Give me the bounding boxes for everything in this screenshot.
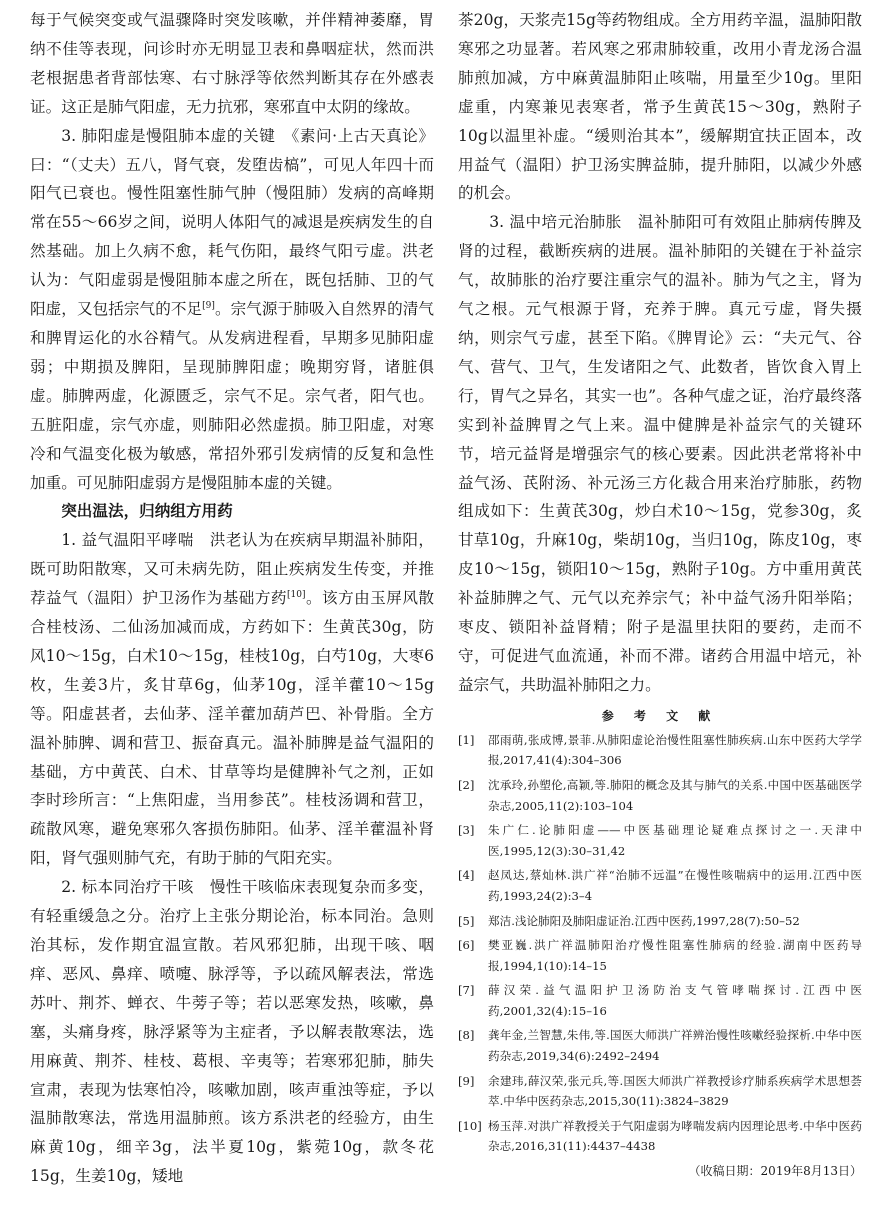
references-title: 参 考 文 献 xyxy=(601,708,719,723)
intro-paragraph: 每于气候突变或气温骤降时突发咳嗽，并伴精神萎靡，胃纳不佳等表现，问诊时亦无明显卫表和鼻咽症状，然而洪老根据患者背部怯寒、右寸脉浮等依然判断其存在外感表证。这正是肺气阳虚，无力抗邪，寒邪直中太阴的缘故。 xyxy=(30,11,434,116)
right-column xyxy=(458,6,862,1181)
reference-text: 龚年金,兰智慧,朱伟,等.国医大师洪广祥辨治慢性咳嗽经验探析.中华中医药杂志,2019,34(6):2492–2494 xyxy=(488,1028,862,1064)
paragraph-lead: 3. 肺阳虚是慢阻肺本虚的关键 xyxy=(61,126,276,145)
paragraph-text: 。该方由玉屏风散合桂枝汤、二仙汤加减而成，方药如下：生黄芪30g，防风10～15g，白术10～15g，桂枝10g，白芍10g，大枣6枚，生姜3片，炙甘草6g，仙茅10g，淫羊藿10～15g等。阳虚甚者，去仙茅、淫羊藿加葫芦巴、补骨脂。全方温补肺脾、调和营卫、振奋真元。温补肺脾是益气温阳的基础，方中黄芪、白术、甘草等均是健脾补气之剂，正如李时珍所言：“上焦阳虚，当用参芪”。桂枝汤调和营卫，疏散风寒，避免寒邪久客损伤肺阳。仙茅、淫羊藿温补肾阳，肾气强则肺气充，有助于肺的气阳充实。 xyxy=(30,589,434,868)
reference-item xyxy=(458,911,862,932)
reference-item xyxy=(458,980,862,1021)
left-column xyxy=(30,6,434,1191)
reference-number: [2] xyxy=(458,777,475,792)
reference-item xyxy=(458,1071,862,1112)
paragraph-lead: 2. 标本同治疗干咳 xyxy=(61,878,194,897)
continued-paragraph: 茶20g，天浆壳15g等药物组成。全方用药辛温，温肺阳散寒邪之功显著。若风寒之邪肃肺较重，改用小青龙汤合温肺煎加减，方中麻黄温肺阳止咳喘，用量至少10g。里阳虚重，内寒兼见表寒者，常予生黄芪15～30g，熟附子10g以温里补虚。“缓则治其本”，缓解期宜扶正固本，改用益气（温阳）护卫汤实脾益肺，提升肺阳，以减少外感的机会。 xyxy=(458,11,862,203)
reference-item xyxy=(458,775,862,816)
citation: [10] xyxy=(287,589,306,600)
reference-item xyxy=(458,820,862,861)
paragraph-text: 温补肺阳可有效阻止肺病传脾及肾的过程，截断疾病的进展。温补肺阳的关键在于补益宗气，故肺胀的治疗要注重宗气的温补。肺为气之主，肾为气之根。元气根源于肾，充养于脾。真元亏虚，肾失摄纳，则宗气亏虚，甚至下陷。《脾胃论》云：“夫元气、谷气、营气、卫气，生发诸阳之气、此数者，皆饮食入胃上行，胃气之异名，其实一也”。各种气虚之证，治疗最终落实到补益脾胃之气上来。温中健脾是补益宗气的关键环节，培元益肾是增强宗气的核心要素。因此洪老常将补中益气汤、芪附汤、补元汤三方化裁合用来治疗肺胀，药物组成如下：生黄芪30g，炒白术10～15g，党参30g，炙甘草10g，升麻10g，柴胡10g，当归10g，陈皮10g，枣皮10～15g，锁阳10～15g，熟附子10g。方中重用黄芪补益肺脾之气、元气以充养宗气；补中益气汤升阳举陷；枣皮、锁阳补益肾精；附子是温里扶阳的要药，走而不守，可促进气血流通，补而不滞。诸药合用温中培元，补益宗气，共助温补肺阳之力。 xyxy=(458,213,862,694)
reference-item xyxy=(458,865,862,906)
article-page xyxy=(30,6,862,1216)
paragraph-text: 。宗气源于肺吸入自然界的清气和脾胃运化的水谷精气。从发病进程看，早期多见肺阳虚弱；中期损及脾阳，呈现肺脾阳虚；晚期穷肾，诸脏俱虚。肺脾两虚，化源匮乏，宗气不足。宗气者，阳气也。五脏阳虚，宗气亦虚，则肺阳必然虚损。肺卫阳虚，对寒冷和气温变化极为敏感，常招外邪引发病情的反复和急性加重。可见肺阳虚弱方是慢阻肺本虚的关键。 xyxy=(30,300,434,492)
reference-number: [9] xyxy=(458,1073,475,1088)
reference-item xyxy=(458,1025,862,1066)
reference-number: [1] xyxy=(458,732,475,747)
reference-text: 赵凤达,蔡灿林.洪广祥“治肺不远温”在慢性咳喘病中的运用.江西中医药,1993,24(2):3–4 xyxy=(488,868,862,903)
paragraph-lead: 1. 益气温阳平哮喘 xyxy=(61,531,194,550)
paragraph-lead: 3. 温中培元治肺胀 xyxy=(489,213,622,232)
paragraph-lung-distension xyxy=(458,208,862,699)
reference-number: [5] xyxy=(458,913,475,928)
reference-text: 郑洁.浅论肺阳及肺阳虚证治.江西中医药,1997,28(7):50–52 xyxy=(488,913,800,928)
citation: [9] xyxy=(202,300,215,311)
reference-list xyxy=(458,730,862,1157)
paragraph-lung-yang-deficiency xyxy=(30,122,434,498)
reference-number: [7] xyxy=(458,983,475,998)
paragraph-text: 洪老认为在疾病早期温补肺阳，既可助阳散寒，又可未病先防，阻止疾病发生传变，并推荐益气（温阳）护卫汤作为基础方药 xyxy=(30,531,434,608)
reference-text: 杨玉萍.对洪广祥教授关于气阳虚弱为哮喘发病内因理论思考.中华中医药杂志,2016,31(11):4437–4438 xyxy=(488,1118,862,1154)
reference-text: 薛汉荣.益气温阳护卫汤防治支气管哮喘探讨.江西中医药,2001,32(4):15–16 xyxy=(488,983,862,1018)
reference-text: 朱广仁.论肺阳虚——中医基础理论疑难点探讨之一.天津中医,1995,12(3):30–31,42 xyxy=(488,823,862,858)
reference-item xyxy=(458,1116,862,1157)
section-heading: 突出温法，归纳组方用药 xyxy=(61,502,233,521)
reference-text: 邵雨萌,张成博,景菲.从肺阳虚论治慢性阻塞性肺疾病.山东中医药大学学报,2017,41(4):304–306 xyxy=(488,732,862,768)
paragraph-text: 《素问·上古天真论》曰：“（丈夫）五八，肾气衰，发堕齿槁”，可见人年四十而阳气已衰也。慢性阻塞性肺气肿（慢阻肺）发病的高峰期常在55～66岁之间，说明人体阳气的减退是疾病发生的自然基础。加上久病不愈，耗气伤阳，最终气阳亏虚。洪老认为：气阳虚弱是慢阻肺本虚之所在，既包括肺、卫的气阳虚，又包括宗气的不足 xyxy=(30,126,434,319)
reference-text: 余建玮,薛汉荣,张元兵,等.国医大师洪广祥教授诊疗肺系疾病学术思想荟萃.中华中医药杂志,2015,30(11):3824–3829 xyxy=(488,1073,862,1109)
reference-number: [10] xyxy=(458,1118,482,1133)
reference-text: 沈承玲,孙塑伦,高颖,等.肺阳的概念及其与肺气的关系.中国中医基础医学杂志,2005,11(2):103–104 xyxy=(488,777,862,813)
reference-item xyxy=(458,730,862,771)
reference-text: 樊亚巍.洪广祥温肺阳治疗慢性阻塞性肺病的经验.湖南中医药导报,1994,1(10):14–15 xyxy=(488,938,862,973)
received-date: （收稿日期：2019年8月13日） xyxy=(688,1164,862,1179)
paragraph-yiqi-wenyang xyxy=(30,526,434,873)
reference-number: [3] xyxy=(458,823,475,838)
paragraph-dry-cough xyxy=(30,873,434,1191)
reference-number: [8] xyxy=(458,1028,475,1043)
reference-number: [4] xyxy=(458,868,475,883)
paragraph-text: 慢性干咳临床表现复杂而多变，有轻重缓急之分。治疗上主张分期论治，标本同治。急则治其标，发作期宜温宣散。若风邪犯肺，出现干咳、咽痒、恶风、鼻痒、喷嚏、脉浮等，予以疏风解表法，常选苏叶、荆芥、蝉衣、牛蒡子等；若以恶寒发热，咳嗽，鼻塞，头痛身疼，脉浮紧等为主症者，予以解表散寒法，选用麻黄、荆芥、桂枝、葛根、辛夷等；若寒邪犯肺，肺失宣肃，表现为怯寒怕冷，咳嗽加剧，咳声重浊等症，予以温肺散寒法，常选用温肺煎。该方系洪老的经验方，由生麻黄10g，细辛3g，法半夏10g，紫菀10g，款冬花15g，生姜10g，矮地 xyxy=(30,878,434,1186)
reference-item xyxy=(458,935,862,976)
reference-number: [6] xyxy=(458,938,475,953)
